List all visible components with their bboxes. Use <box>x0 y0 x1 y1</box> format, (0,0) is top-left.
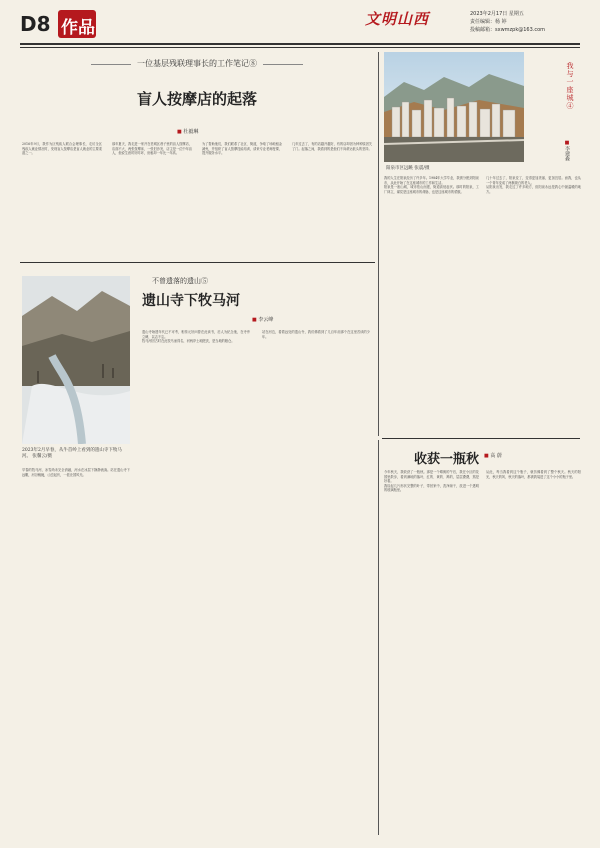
article-3-para: 站在河边，看着远处的遗山寺，我仿佛看到了几百年前那个在这里苦读的少年。 <box>262 330 370 339</box>
article-3-para: 牧马河因古时在此牧马而得名，河两岸土地肥沃，是当地的粮仓。 <box>142 339 235 344</box>
article-2-para: 阳泉是一座山城，城市依山而建，街道高低起伏。那时的阳泉，工厂林立，煤炭是这座城市的命脉，也是这座城市的骄傲。 <box>384 185 479 194</box>
article-1-col-3 <box>202 142 282 254</box>
article-3-col-3 <box>262 330 370 828</box>
masthead <box>20 8 580 42</box>
masthead-rule-thin <box>20 47 580 48</box>
article-2 <box>384 52 582 436</box>
caption-text-2: 阳泉市区远眺 张震/摄 <box>386 166 430 171</box>
article-1-para: 2016年9月，我作为区残疾人联合会理事长，走访全区残疾人就业情况时，发现盲人按摩店是盲人就业的主要渠道之一。 <box>22 142 102 156</box>
article-3-col-1 <box>22 468 130 828</box>
article-4-col-1 <box>384 470 479 830</box>
email-line: 投稿邮箱：sxwmzpk@163.com <box>470 27 546 33</box>
article-3-col-2 <box>142 330 250 828</box>
author-3-name: 李云峰 <box>258 317 274 323</box>
series-tag-2: 我与一座城④ <box>566 62 574 110</box>
series-title-1-text: 一位基层残联理事长的工作笔记⑧ <box>137 59 257 68</box>
date-line: 2023年2月17日 星期五 <box>470 11 524 17</box>
caption-text-3: 2023年2月早春，从牛首岭上看到的遗山寺下牧马河。 张馨云/摄 <box>22 448 122 459</box>
article-1-para: 那年夏天，我走进一家开在老城区巷子里的盲人按摩店，店面不大，两张按摩床，一张旧沙发，店主是一位中年盲人，他说生意时好时坏，房租却一年比一年高。 <box>112 142 192 156</box>
article-2-col-2 <box>486 176 581 431</box>
column-divider-2 <box>378 440 379 835</box>
winter-river-image <box>22 276 130 444</box>
author-1: ■ 杜毅琳 <box>177 129 199 135</box>
author-2-name: 李建森 <box>564 146 570 161</box>
article-4-para: 今年秋天，我收获了一瓶秋。那是一个晴朗的午后，我在小区的花园里散步，看到满地的落叶，红的、黄的、褐的，层层叠叠，煞是好看。 <box>384 470 479 484</box>
article-1-para: 几年过去了，有的店越开越好，有的店却因为种种原因关了门。起落之间，我看到的是他们不向命运低头的坚持。 <box>292 142 372 151</box>
series-title-1 <box>52 58 342 69</box>
article-4-para: 我捡起几片形状完整的叶子，带回家中，洗净晾干，放进一个透明的玻璃瓶里。 <box>384 483 479 493</box>
photo-yangquan <box>384 52 524 162</box>
series-title-3 <box>152 276 208 286</box>
section-badge <box>58 10 96 38</box>
author-4-name: 高 蔚 <box>490 453 502 459</box>
author-4: ■ 高 蔚 <box>484 453 502 459</box>
section-rule-2 <box>382 438 580 439</box>
photo-river <box>22 276 130 444</box>
article-3-para: 遗山寺始建年代已不可考，相传元好问曾在此读书，后人为纪念他，在寺旁立碑，以志不忘。 <box>142 330 250 339</box>
article-2-para: 我的人生在阳泉经历了许多年。1984年大学毕业，我被分配到阳泉市，从此开始了在这座城市的工作和生活。 <box>384 176 479 185</box>
section-title: 作品 <box>61 18 95 38</box>
author-3: ■ 李云峰 <box>252 317 274 323</box>
article-1-para: 为了帮助他们，我们联系了社区、街道，争取了场地租金减免，并组织了盲人按摩技能培训，请来专业老师授课，提升服务水平。 <box>202 142 282 156</box>
paper-logo: 文明山西 <box>365 10 430 28</box>
article-3 <box>22 268 374 833</box>
article-2-col-1 <box>384 176 479 431</box>
article-2-para: 几十年过去了，阳泉变了，变得更加美丽，更加宜居。而我，也从一个青年变成了两鬓斑白的老人。 <box>486 176 581 185</box>
headline-3: 遗山寺下牧马河 <box>142 293 240 309</box>
article-1-col-1 <box>22 142 102 254</box>
series-title-3-text: 不曾遗落的遗山⑤ <box>152 277 208 285</box>
article-2-para: 从阳泉出发，我走过了许多地方，但阳泉永远是我心中最温暖的地方。 <box>486 185 581 194</box>
article-4 <box>384 444 582 834</box>
photo-caption-2 <box>386 165 429 171</box>
article-3-para: 早春的牧马河，冰雪尚未完全消融，河水在冰层下静静流淌。站在遗山寺下远眺，河谷蜿蜒，山峦起伏，一派北国风光。 <box>22 468 130 477</box>
article-4-para: 从此，每当我看到这个瓶子，就仿佛看到了整个秋天。秋天的阳光，秋天的风，秋天的落叶，都被我装进了这个小小的瓶子里。 <box>486 470 581 479</box>
photo-caption-3 <box>22 448 130 460</box>
column-divider <box>378 52 379 436</box>
article-1 <box>22 50 372 255</box>
page-number: D8 <box>20 12 51 36</box>
city-skyline-image <box>384 52 524 162</box>
headline-4: 收获一瓶秋 <box>414 452 480 467</box>
article-1-col-4 <box>292 142 372 254</box>
headline-1: 盲人按摩店的起落 <box>136 90 257 108</box>
article-4-col-2 <box>486 470 581 830</box>
author-1-name: 杜毅琳 <box>183 129 199 135</box>
section-rule <box>20 262 375 263</box>
article-1-col-2 <box>112 142 192 254</box>
masthead-rule <box>20 43 580 45</box>
editor-line: 责任编辑：杨 婷 <box>470 19 507 25</box>
author-2: ■李建森 <box>564 140 570 161</box>
